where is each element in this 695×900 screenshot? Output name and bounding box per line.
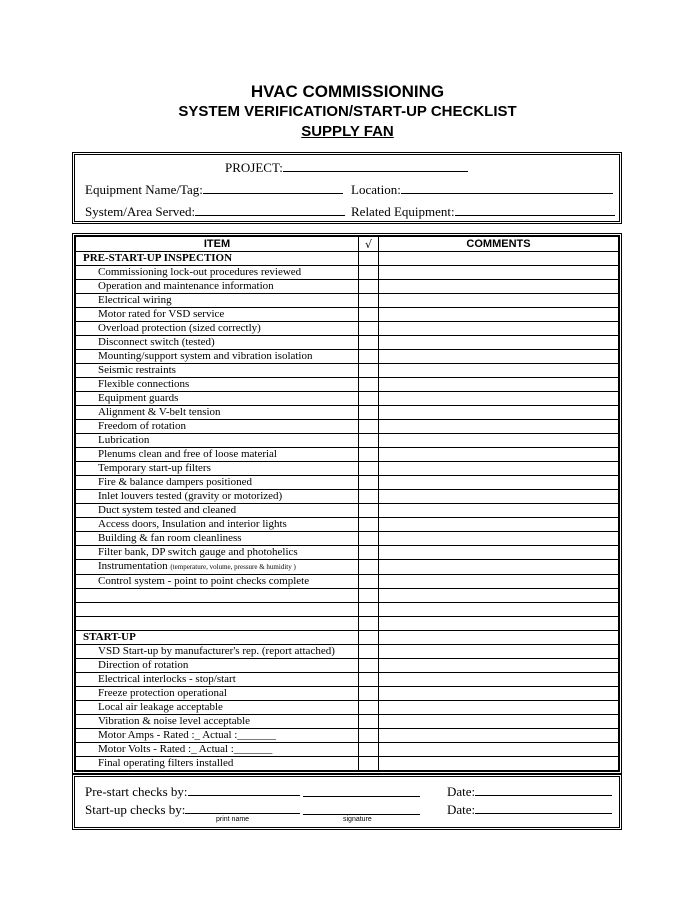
- item-label: Lubrication: [76, 434, 359, 448]
- comment-cell[interactable]: [379, 701, 619, 715]
- check-cell[interactable]: [359, 350, 379, 364]
- check-cell[interactable]: [359, 504, 379, 518]
- instrumentation-note: (temperature, volume, pressure & humidity ): [170, 563, 296, 571]
- item-label: Duct system tested and cleaned: [76, 504, 359, 518]
- comment-cell[interactable]: [379, 322, 619, 336]
- table-row: [76, 743, 619, 757]
- table-row: [76, 490, 619, 504]
- item-label-instrumentation: [76, 560, 359, 575]
- comment-cell[interactable]: [379, 757, 619, 771]
- table-row: [76, 434, 619, 448]
- project-label: PROJECT:: [225, 160, 283, 175]
- comment-cell[interactable]: [379, 476, 619, 490]
- check-cell[interactable]: [359, 266, 379, 280]
- table-row: [76, 448, 619, 462]
- check-cell[interactable]: [359, 336, 379, 350]
- comment-cell[interactable]: [379, 406, 619, 420]
- item-label: Equipment guards: [76, 392, 359, 406]
- comment-cell[interactable]: [379, 603, 619, 617]
- comment-cell[interactable]: [379, 546, 619, 560]
- comment-cell[interactable]: [379, 392, 619, 406]
- check-cell[interactable]: [359, 617, 379, 631]
- section-title-prestart: PRE-START-UP INSPECTION: [76, 252, 359, 266]
- comment-cell[interactable]: [379, 673, 619, 687]
- table-row: [76, 645, 619, 659]
- startup-date-label: Date:: [447, 802, 476, 817]
- related-field[interactable]: [455, 203, 615, 216]
- item-label: Mounting/support system and vibration isolation: [76, 350, 359, 364]
- related-label: Related Equipment:: [351, 204, 455, 219]
- comment-cell[interactable]: [379, 518, 619, 532]
- item-cell[interactable]: [76, 603, 359, 617]
- check-column-header: √: [359, 237, 379, 252]
- check-cell[interactable]: [359, 476, 379, 490]
- comment-cell[interactable]: [379, 462, 619, 476]
- table-row: [76, 336, 619, 350]
- item-label: Freedom of rotation: [76, 420, 359, 434]
- print-name-caption: print name: [216, 816, 250, 823]
- location-row: [351, 181, 613, 198]
- check-cell[interactable]: [359, 560, 379, 575]
- check-cell[interactable]: [359, 673, 379, 687]
- item-label: Motor Amps - Rated :_ Actual :_______: [76, 729, 359, 743]
- project-field[interactable]: [283, 159, 468, 172]
- table-row: [76, 378, 619, 392]
- check-cell[interactable]: [359, 729, 379, 743]
- table-row: [76, 701, 619, 715]
- equipment-label: Equipment Name/Tag:: [85, 182, 203, 197]
- comment-cell[interactable]: [379, 266, 619, 280]
- item-label: Plenums clean and free of loose material: [76, 448, 359, 462]
- comment-cell[interactable]: [379, 659, 619, 673]
- check-cell[interactable]: [359, 757, 379, 771]
- table-row: [76, 715, 619, 729]
- comment-cell[interactable]: [379, 308, 619, 322]
- item-label: Disconnect switch (tested): [76, 336, 359, 350]
- startup-row: [85, 801, 300, 818]
- table-row: [76, 560, 619, 575]
- check-cell[interactable]: [359, 687, 379, 701]
- comment-cell[interactable]: [379, 504, 619, 518]
- item-label: Alignment & V-belt tension: [76, 406, 359, 420]
- table-row: [76, 575, 619, 589]
- table-row: [76, 532, 619, 546]
- signoff-box: [72, 774, 622, 830]
- item-label: Final operating filters installed: [76, 757, 359, 771]
- comment-cell[interactable]: [379, 280, 619, 294]
- document-subtitle: SYSTEM VERIFICATION/START-UP CHECKLIST: [178, 103, 517, 120]
- system-field[interactable]: [195, 203, 345, 216]
- prestart-signature-field[interactable]: [303, 784, 420, 797]
- comment-cell[interactable]: [379, 729, 619, 743]
- startup-date-field[interactable]: [475, 801, 612, 814]
- prestart-date-field[interactable]: [475, 783, 612, 796]
- check-cell[interactable]: [359, 294, 379, 308]
- item-label: Electrical interlocks - stop/start: [76, 673, 359, 687]
- comment-cell[interactable]: [379, 336, 619, 350]
- check-cell[interactable]: [359, 645, 379, 659]
- item-label: VSD Start-up by manufacturer's rep. (report attached): [76, 645, 359, 659]
- system-label: System/Area Served:: [85, 204, 196, 219]
- table-row: [76, 673, 619, 687]
- section-row: [76, 252, 619, 266]
- comment-cell[interactable]: [379, 490, 619, 504]
- comment-cell[interactable]: [379, 645, 619, 659]
- check-cell[interactable]: [359, 448, 379, 462]
- item-label: Vibration & noise level acceptable: [76, 715, 359, 729]
- check-cell[interactable]: [359, 322, 379, 336]
- check-cell[interactable]: [359, 280, 379, 294]
- equipment-heading: SUPPLY FAN: [301, 123, 394, 140]
- item-label: Motor Volts - Rated :_ Actual :_______: [76, 743, 359, 757]
- comment-cell[interactable]: [379, 715, 619, 729]
- comment-cell[interactable]: [379, 589, 619, 603]
- table-row: [76, 504, 619, 518]
- equipment-row: [85, 181, 343, 198]
- table-row: [76, 406, 619, 420]
- prestart-date-label: Date:: [447, 784, 476, 799]
- check-cell[interactable]: [359, 659, 379, 673]
- item-label: Seismic restraints: [76, 364, 359, 378]
- prestart-date-row: [447, 783, 612, 800]
- table-row: [76, 462, 619, 476]
- check-cell[interactable]: [359, 252, 379, 266]
- comment-cell[interactable]: [379, 364, 619, 378]
- table-row: [76, 322, 619, 336]
- comment-cell[interactable]: [379, 420, 619, 434]
- table-header-row: [76, 237, 619, 252]
- item-label: Access doors, Insulation and interior lights: [76, 518, 359, 532]
- item-label: Overload protection (sized correctly): [76, 322, 359, 336]
- comment-cell[interactable]: [379, 448, 619, 462]
- startup-name-field[interactable]: [185, 801, 300, 814]
- checklist-body: [76, 252, 619, 771]
- item-label: Motor rated for VSD service: [76, 308, 359, 322]
- related-row: [351, 203, 615, 220]
- table-row: [76, 308, 619, 322]
- startup-label: Start-up checks by:: [85, 802, 186, 817]
- blank-row: [76, 589, 619, 603]
- item-label: Inlet louvers tested (gravity or motorized): [76, 490, 359, 504]
- project-row: [225, 159, 468, 176]
- check-cell[interactable]: [359, 715, 379, 729]
- comment-cell[interactable]: [379, 631, 619, 645]
- check-cell[interactable]: [359, 462, 379, 476]
- comment-cell[interactable]: [379, 378, 619, 392]
- equipment-field[interactable]: [203, 181, 343, 194]
- location-field[interactable]: [401, 181, 613, 194]
- table-row: [76, 659, 619, 673]
- item-label: Direction of rotation: [76, 659, 359, 673]
- table-row: [76, 729, 619, 743]
- checklist-table: [72, 233, 622, 774]
- table-row: [76, 350, 619, 364]
- table-row: [76, 392, 619, 406]
- comment-cell[interactable]: [379, 532, 619, 546]
- instrumentation-label: Instrumentation: [98, 560, 168, 572]
- startup-signature-field[interactable]: [303, 802, 420, 815]
- check-cell[interactable]: [359, 434, 379, 448]
- check-cell[interactable]: [359, 743, 379, 757]
- item-cell[interactable]: [76, 617, 359, 631]
- table-row: [76, 364, 619, 378]
- item-label: Control system - point to point checks complete: [76, 575, 359, 589]
- check-cell[interactable]: [359, 603, 379, 617]
- document-header: [0, 81, 695, 142]
- prestart-label: Pre-start checks by:: [85, 784, 188, 799]
- item-label: Local air leakage acceptable: [76, 701, 359, 715]
- check-cell[interactable]: [359, 490, 379, 504]
- comment-cell[interactable]: [379, 294, 619, 308]
- table-row: [76, 757, 619, 771]
- comment-cell[interactable]: [379, 575, 619, 589]
- item-label: Filter bank, DP switch gauge and photohelics: [76, 546, 359, 560]
- item-label: Electrical wiring: [76, 294, 359, 308]
- comment-cell[interactable]: [379, 743, 619, 757]
- item-label: Commissioning lock-out procedures reviewed: [76, 266, 359, 280]
- item-label: Temporary start-up filters: [76, 462, 359, 476]
- item-label: Freeze protection operational: [76, 687, 359, 701]
- item-label: Operation and maintenance information: [76, 280, 359, 294]
- signature-caption: signature: [343, 816, 372, 823]
- item-label: Flexible connections: [76, 378, 359, 392]
- check-cell[interactable]: [359, 701, 379, 715]
- check-cell[interactable]: [359, 308, 379, 322]
- startup-date-row: [447, 801, 612, 818]
- blank-row: [76, 617, 619, 631]
- comment-cell[interactable]: [379, 252, 619, 266]
- comment-cell[interactable]: [379, 687, 619, 701]
- table-row: [76, 546, 619, 560]
- document-title: HVAC COMMISSIONING: [250, 82, 445, 101]
- section-title-startup: START-UP: [76, 631, 359, 645]
- item-label: Fire & balance dampers positioned: [76, 476, 359, 490]
- table-row: [76, 476, 619, 490]
- comment-cell[interactable]: [379, 434, 619, 448]
- comment-cell[interactable]: [379, 617, 619, 631]
- comments-column-header: COMMENTS: [379, 237, 619, 252]
- table-row: [76, 266, 619, 280]
- check-cell[interactable]: [359, 546, 379, 560]
- location-label: Location:: [351, 182, 401, 197]
- check-cell[interactable]: [359, 420, 379, 434]
- table-row: [76, 687, 619, 701]
- check-cell[interactable]: [359, 575, 379, 589]
- prestart-name-field[interactable]: [188, 783, 300, 796]
- check-cell[interactable]: [359, 631, 379, 645]
- prestart-row: [85, 783, 300, 800]
- comment-cell[interactable]: [379, 350, 619, 364]
- check-cell[interactable]: [359, 589, 379, 603]
- table-row: [76, 280, 619, 294]
- table-row: [76, 518, 619, 532]
- table-row: [76, 294, 619, 308]
- check-cell[interactable]: [359, 532, 379, 546]
- comment-cell[interactable]: [379, 560, 619, 575]
- item-label: Building & fan room cleanliness: [76, 532, 359, 546]
- check-cell[interactable]: [359, 364, 379, 378]
- table-row: [76, 420, 619, 434]
- system-row: [85, 203, 345, 220]
- item-column-header: ITEM: [76, 237, 359, 252]
- project-info-box: [72, 152, 622, 224]
- blank-row: [76, 603, 619, 617]
- check-cell[interactable]: [359, 392, 379, 406]
- check-cell[interactable]: [359, 406, 379, 420]
- item-cell[interactable]: [76, 589, 359, 603]
- check-cell[interactable]: [359, 518, 379, 532]
- check-cell[interactable]: [359, 378, 379, 392]
- section-row: [76, 631, 619, 645]
